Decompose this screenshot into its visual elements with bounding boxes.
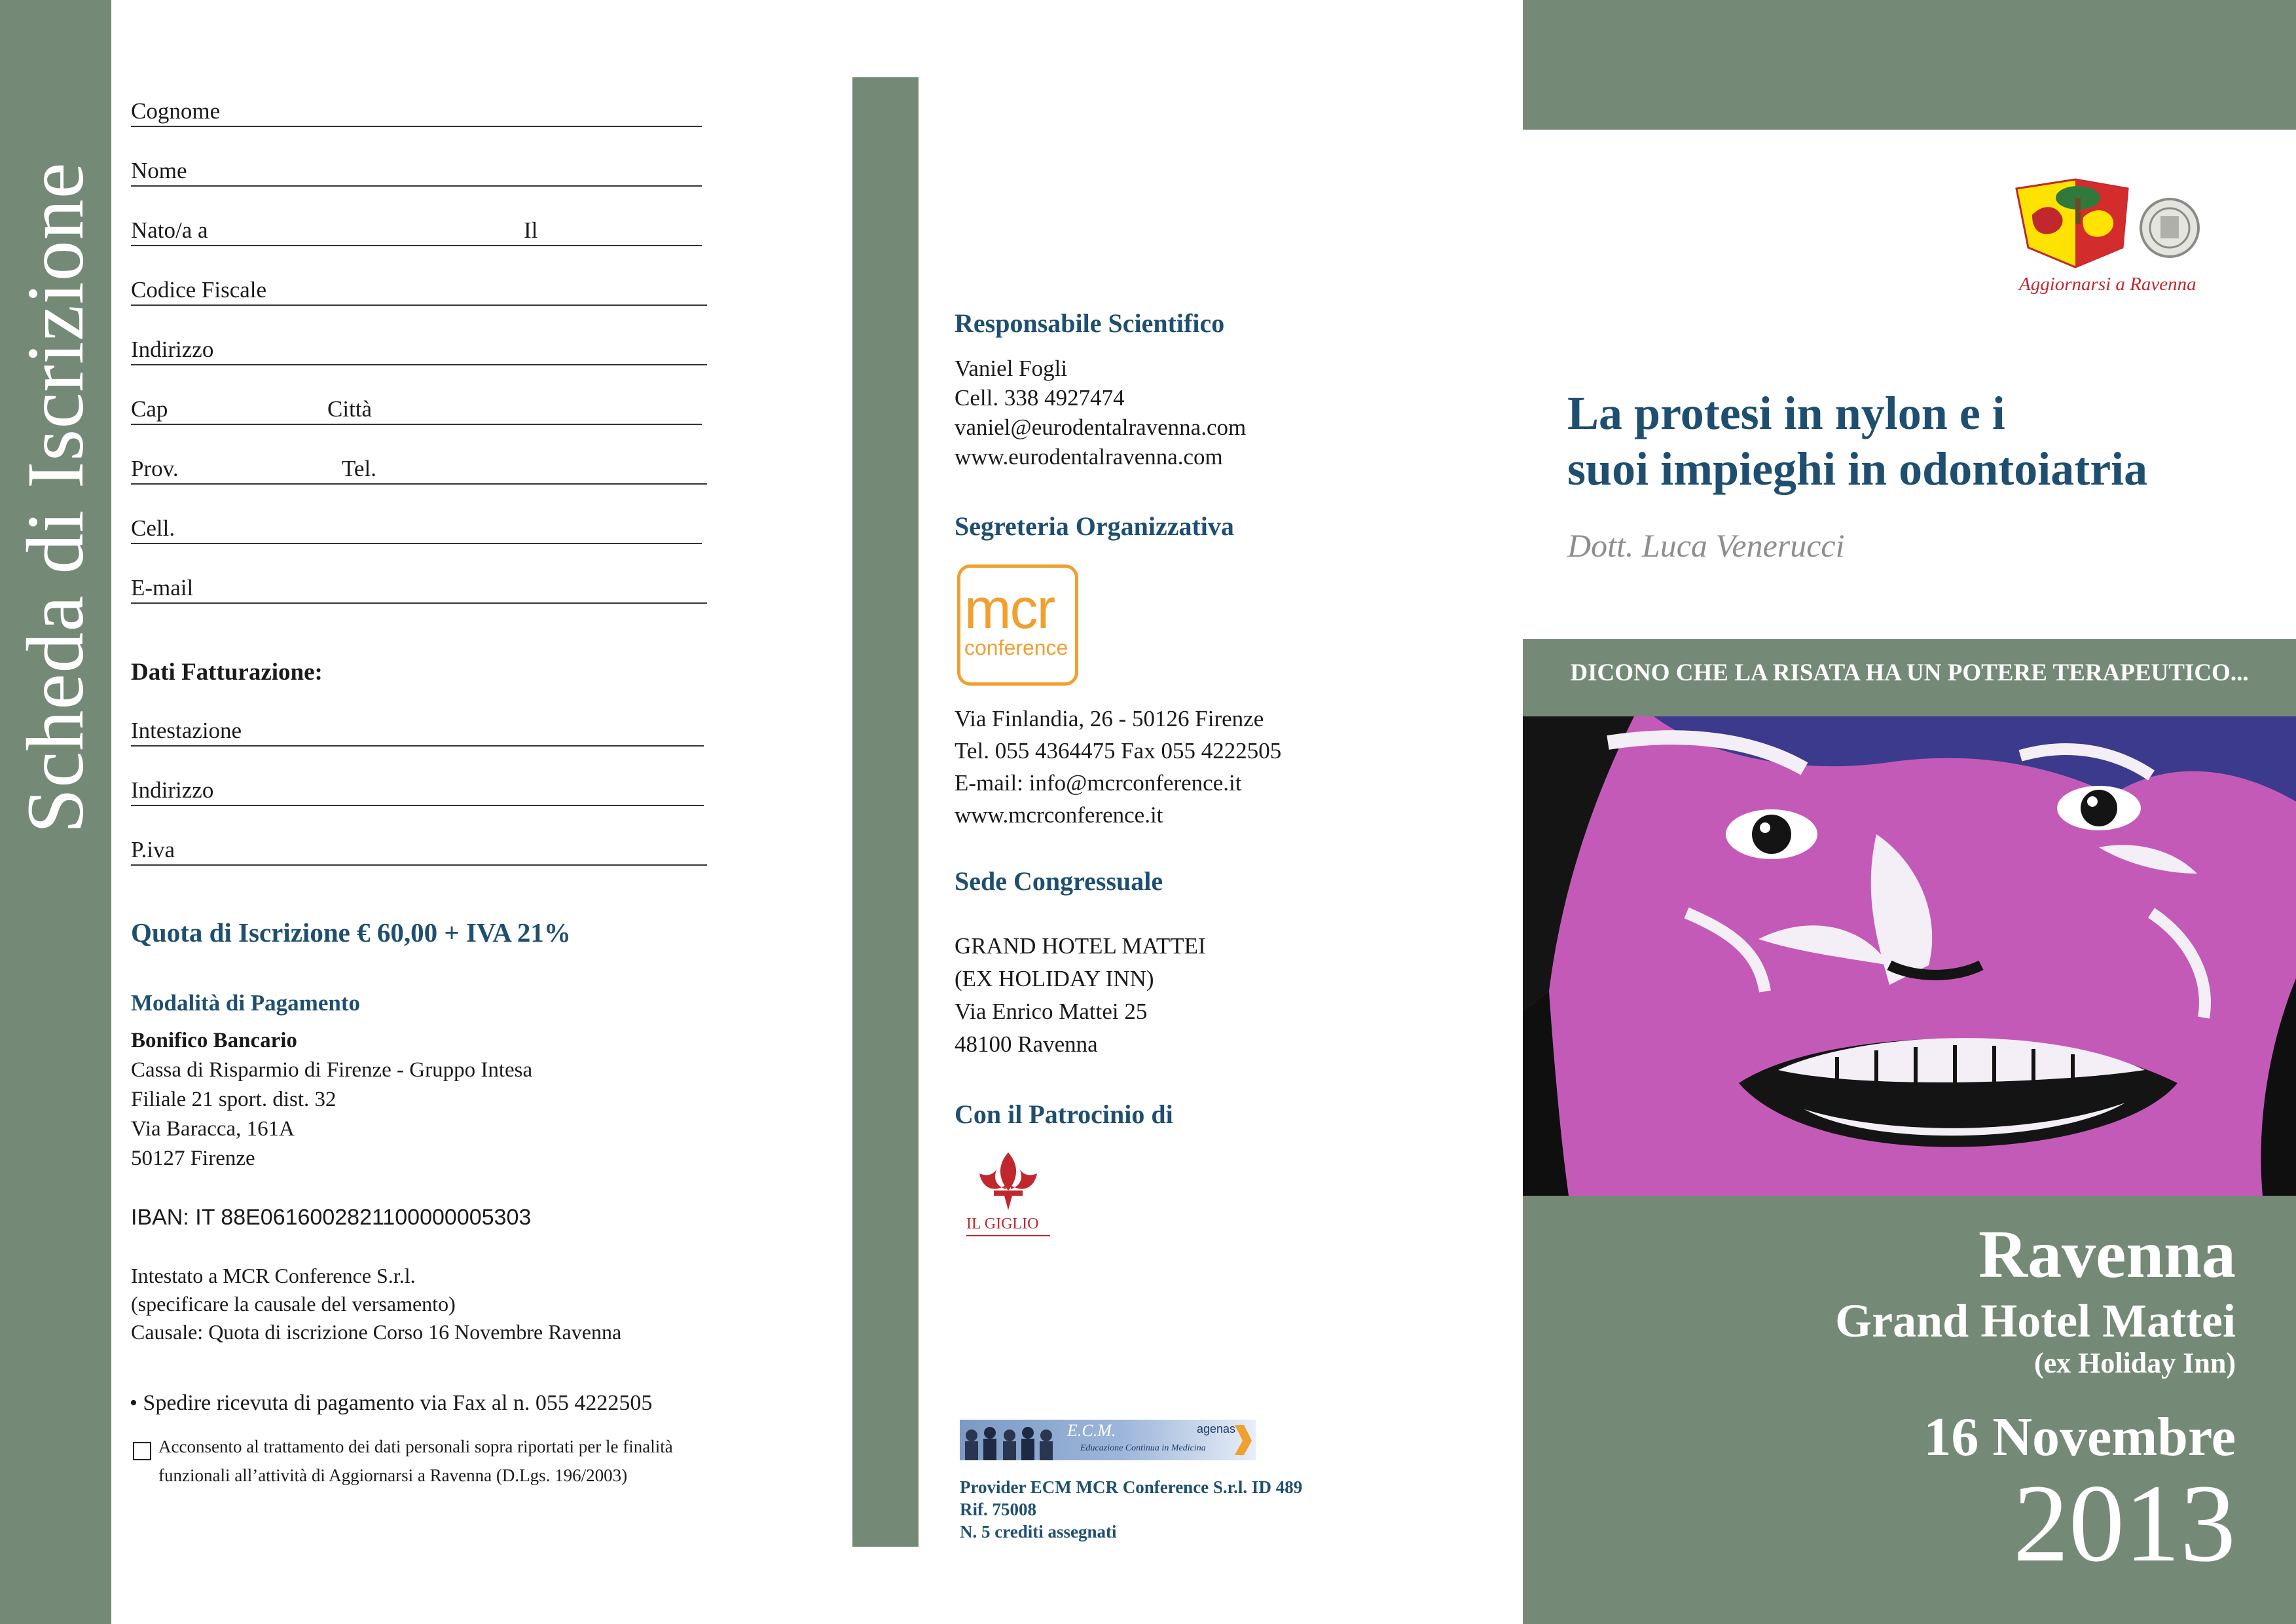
piva-field[interactable] [131, 837, 707, 870]
account-holder-line: (specificare la causale del versamento) [131, 1292, 456, 1316]
event-venue: Grand Hotel Mattei [1835, 1295, 2236, 1347]
laughing-face-image [1523, 716, 2296, 1196]
secretariat-heading: Segreteria Organizzativa [955, 511, 1234, 541]
cover-bottom-band [1523, 1196, 2296, 1624]
ecm-line: Provider ECM MCR Conference S.r.l. ID 489 [960, 1477, 1303, 1497]
ecm-line: Rif. 75008 [960, 1500, 1036, 1519]
consent-text: Acconsento al trattamento dei dati personali sopra riportati per le finalità [158, 1437, 673, 1456]
mcr-logo-text: mcr [964, 578, 1055, 640]
bank-line: Cassa di Risparmio di Firenze - Gruppo Intesa [131, 1058, 533, 1082]
secretariat-line: Via Finlandia, 26 - 50126 Firenze [955, 706, 1264, 731]
piva-label: P.iva [131, 837, 175, 862]
email-label: E-mail [131, 575, 194, 600]
codice-fiscale-field[interactable] [131, 277, 707, 310]
form-title: Scheda di Iscrizione [10, 162, 100, 834]
ecm-line: N. 5 crediti assegnati [960, 1522, 1117, 1541]
logo-caption: Aggiornarsi a Ravenna [2019, 274, 2196, 295]
prov-label: Prov. [131, 456, 179, 481]
lily-icon [962, 1147, 1054, 1213]
account-holder-line: Intestato a MCR Conference S.r.l. [131, 1264, 416, 1287]
scientific-line: Cell. 338 4927474 [955, 385, 1125, 411]
venue-heading: Sede Congressuale [955, 866, 1163, 896]
secretariat-line: Tel. 055 4364475 Fax 055 4222505 [955, 738, 1282, 764]
citta-label: Città [327, 396, 373, 422]
patronage-heading: Con il Patrocinio di [955, 1099, 1173, 1129]
nome-label: Nome [131, 158, 187, 183]
event-year: 2013 [2013, 1462, 2236, 1585]
iban: IBAN: IT 88E0616002821100000005303 [131, 1205, 532, 1230]
agenas-brand: agenas [1197, 1422, 1236, 1435]
crest-logo-icon [2013, 175, 2209, 274]
speaker-name: Dott. Luca Venerucci [1567, 527, 1845, 564]
fee-heading: Quota di Iscrizione € 60,00 + IVA 21% [131, 917, 571, 948]
consent-checkbox[interactable] [133, 1442, 151, 1460]
people-icon [960, 1424, 1058, 1460]
venue-line: (EX HOLIDAY INN) [955, 966, 1154, 991]
giglio-underline [966, 1235, 1050, 1236]
secretariat-email[interactable]: E-mail: info@mcrconference.it [955, 770, 1242, 796]
scientific-heading: Responsabile Scientifico [955, 308, 1225, 338]
indirizzo-label: Indirizzo [131, 337, 214, 362]
mcr-logo [957, 564, 1078, 686]
mcr-logo-subtext: conference [964, 636, 1068, 659]
left-vertical-strip [0, 0, 111, 1624]
bank-line: Via Baracca, 161A [131, 1117, 295, 1141]
cognome-field[interactable] [131, 98, 702, 131]
middle-fold-strip [852, 77, 919, 1547]
agenas-arrow-icon [1233, 1424, 1253, 1456]
cognome-label: Cognome [131, 98, 221, 124]
bank-line: 50127 Firenze [131, 1147, 255, 1170]
tel-label: Tel. [342, 456, 376, 481]
birthdate-label: Il [524, 217, 538, 243]
birthplace-field[interactable] [131, 217, 702, 250]
ecm-banner-title: E.C.M. [1067, 1421, 1116, 1440]
venue-line: 48100 Ravenna [955, 1031, 1098, 1057]
tagline-band [1523, 639, 2296, 716]
bank-line: Filiale 21 sport. dist. 32 [131, 1088, 337, 1111]
face-illustration [1523, 716, 2296, 1196]
course-title-line2: suoi impieghi in odontoiatria [1567, 443, 2148, 495]
fax-note: • Spedire ricevuta di pagamento via Fax al n. 055 4222505 [130, 1391, 653, 1415]
tagline-text: DICONO CHE LA RISATA HA UN POTERE TERAPEUTICO... [1570, 659, 2249, 686]
aggiornarsi-logo [2013, 175, 2209, 300]
scientific-line: Vaniel Fogli [955, 356, 1068, 381]
cap-citta-field[interactable] [131, 396, 702, 429]
giglio-label: IL GIGLIO [966, 1215, 1039, 1232]
ecm-banner-subtitle: Educazione Continua in Medicina [1080, 1443, 1206, 1453]
codice-fiscale-label: Codice Fiscale [131, 277, 267, 303]
event-date: 16 Novembre [1923, 1407, 2236, 1467]
cell-label: Cell. [131, 515, 175, 541]
event-city: Ravenna [1978, 1217, 2236, 1292]
venue-line: GRAND HOTEL MATTEI [955, 933, 1206, 959]
course-title-line1: La protesi in nylon e i [1567, 387, 2005, 439]
payment-heading: Modalità di Pagamento [131, 990, 360, 1016]
giglio-logo [962, 1147, 1054, 1239]
bank-transfer-label: Bonifico Bancario [131, 1029, 297, 1052]
nome-field[interactable] [131, 158, 702, 191]
scientific-website[interactable]: www.eurodentalravenna.com [955, 444, 1223, 470]
intestazione-label: Intestazione [131, 718, 242, 743]
cell-field[interactable] [131, 515, 702, 548]
billing-address-label: Indirizzo [131, 777, 214, 803]
intestazione-field[interactable] [131, 718, 704, 750]
consent-text: funzionali all’attività di Aggiornarsi a Ravenna (D.Lgs. 196/2003) [158, 1466, 628, 1485]
billing-address-field[interactable] [131, 777, 704, 810]
birthplace-label: Nato/a a [131, 217, 208, 243]
event-venue-note: (ex Holiday Inn) [2033, 1347, 2236, 1379]
account-holder-line: Causale: Quota di iscrizione Corso 16 Novembre Ravenna [131, 1320, 622, 1344]
secretariat-website[interactable]: www.mcrconference.it [955, 802, 1163, 828]
ecm-banner [960, 1420, 1256, 1460]
billing-heading: Dati Fatturazione: [131, 659, 323, 686]
prov-tel-field[interactable] [131, 456, 707, 489]
cover-top-band [1523, 0, 2296, 130]
indirizzo-field[interactable] [131, 337, 707, 369]
scientific-email[interactable]: vaniel@eurodentalravenna.com [955, 415, 1247, 440]
venue-line: Via Enrico Mattei 25 [955, 999, 1148, 1024]
cap-label: Cap [131, 396, 168, 422]
email-field[interactable] [131, 575, 707, 608]
